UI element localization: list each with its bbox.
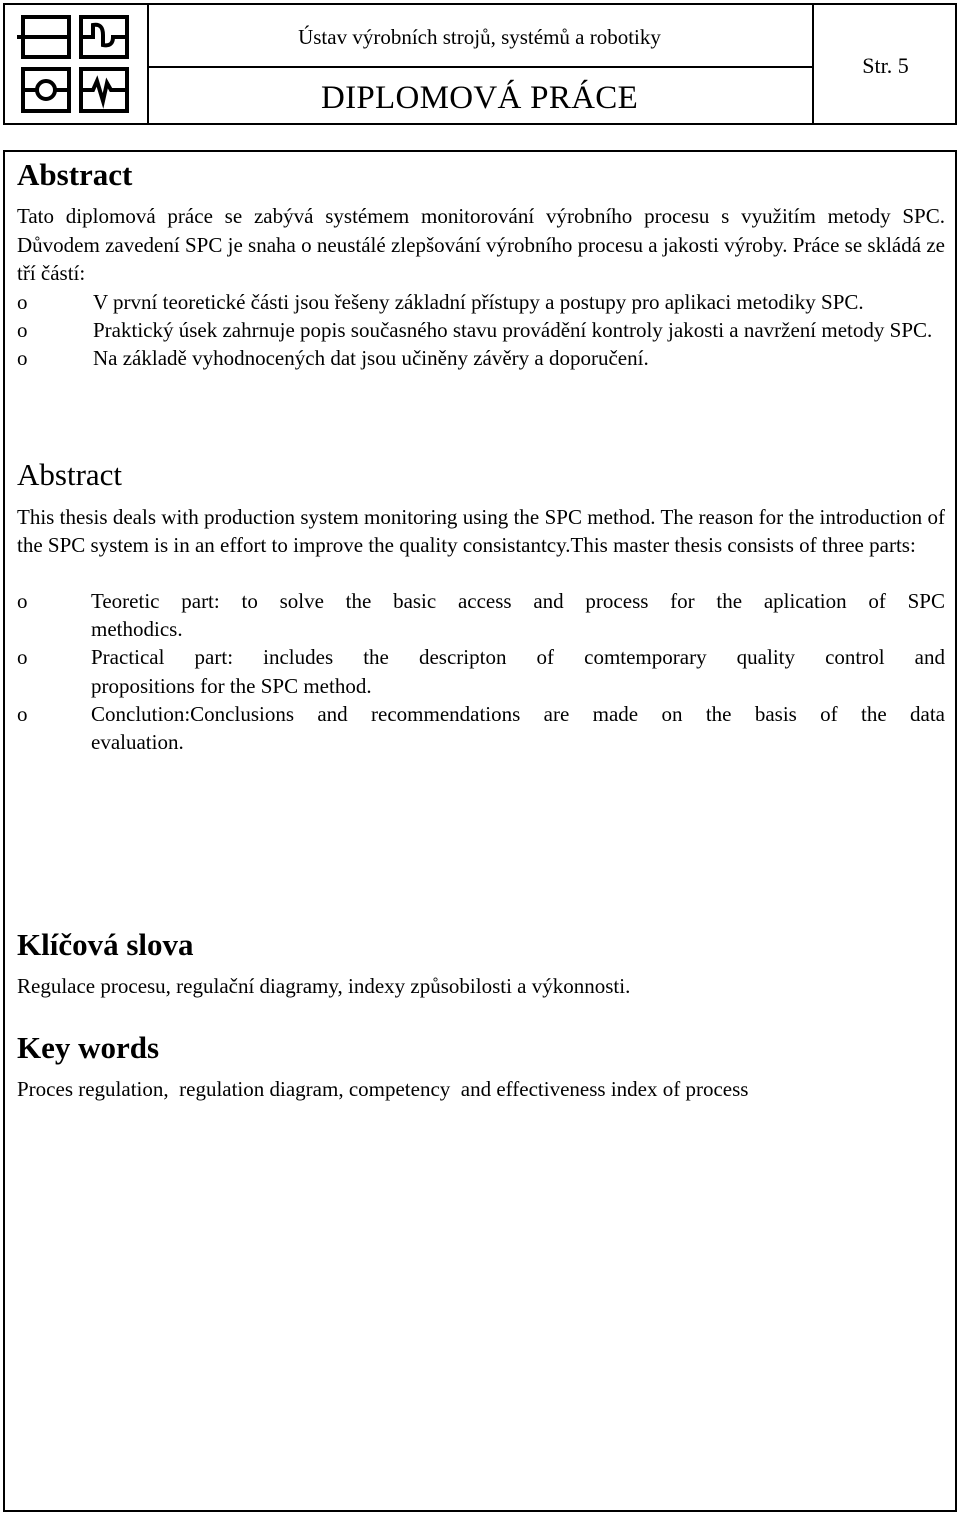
list-item-text: V první teoretické části jsou řešeny základní přístupy a postupy pro aplikaci metodiky SPC. [93,290,864,314]
abstract-en-heading: Abstract [17,457,123,492]
institute-logo-icon [17,11,133,119]
list-item [17,643,945,699]
abstract-en-list [17,587,945,756]
list-item-text-continued: methodics. [91,617,183,642]
list-item [17,288,945,316]
list-item [17,316,945,344]
abstract-cz-intro: Tato diplomová práce se zabývá systémem monitorování výrobního procesu s využitím metody SPC. Důvodem zavedení SPC je snaha o neustálé zlepšování výrobního procesu a jakosti výroby. Práce se skládá ze tří částí: [17,204,945,285]
list-item-text-continued: propositions for the SPC method. [91,673,372,698]
bullet-marker: o [17,589,28,613]
list-item [17,700,945,756]
list-item-text-continued: evaluation. [91,730,184,755]
bullet-marker: o [17,346,28,371]
abstract-en-intro: This thesis deals with production system monitoring using the SPC method. The reason for the introduction of the SPC system is in an effort to improve the quality consistantcy.This master thesis consists of three parts: [17,505,945,558]
page-header [3,3,957,125]
list-item-text: Practical part: includes the descripton of comtemporary quality control and [91,645,945,670]
abstract-cz-heading: Abstract [17,157,133,192]
list-item-text: Na základě vyhodnocených dat jsou učiněny závěry a doporučení. [93,346,649,371]
page-number: Str. 5 [812,5,957,123]
abstract-cz-list [17,288,945,373]
keywords-cz-heading: Klíčová slova [17,927,194,962]
list-item-text: Praktický úsek zahrnuje popis současného stavu provádění kontroly jakosti a navržení metody SPC. [93,318,933,343]
document-type: DIPLOMOVÁ PRÁCE [320,80,639,116]
institute-name: Ústav výrobních strojů, systémů a robotiky [147,5,812,68]
list-item [17,344,945,372]
list-item-text: Teoretic part: to solve the basic access and process for the aplication of SPC [91,589,945,613]
bullet-marker: o [17,318,28,343]
bullet-marker: o [17,701,28,726]
keywords-cz-text: Regulace procesu, regulační diagramy, indexy způsobilosti a výkonnosti. [17,974,631,998]
bullet-marker: o [17,290,28,314]
content-frame [3,150,957,1512]
keywords-en-heading: Key words [17,1030,160,1065]
list-item-text: Conclution:Conclusions and recommendations are made on the basis of the data [91,701,945,726]
bullet-marker: o [17,645,28,670]
title-cell [147,5,812,123]
keywords-en-text: Proces regulation, regulation diagram, competency and effectiveness index of process [17,1077,749,1101]
logo-cell [5,5,149,123]
list-item [17,587,945,643]
